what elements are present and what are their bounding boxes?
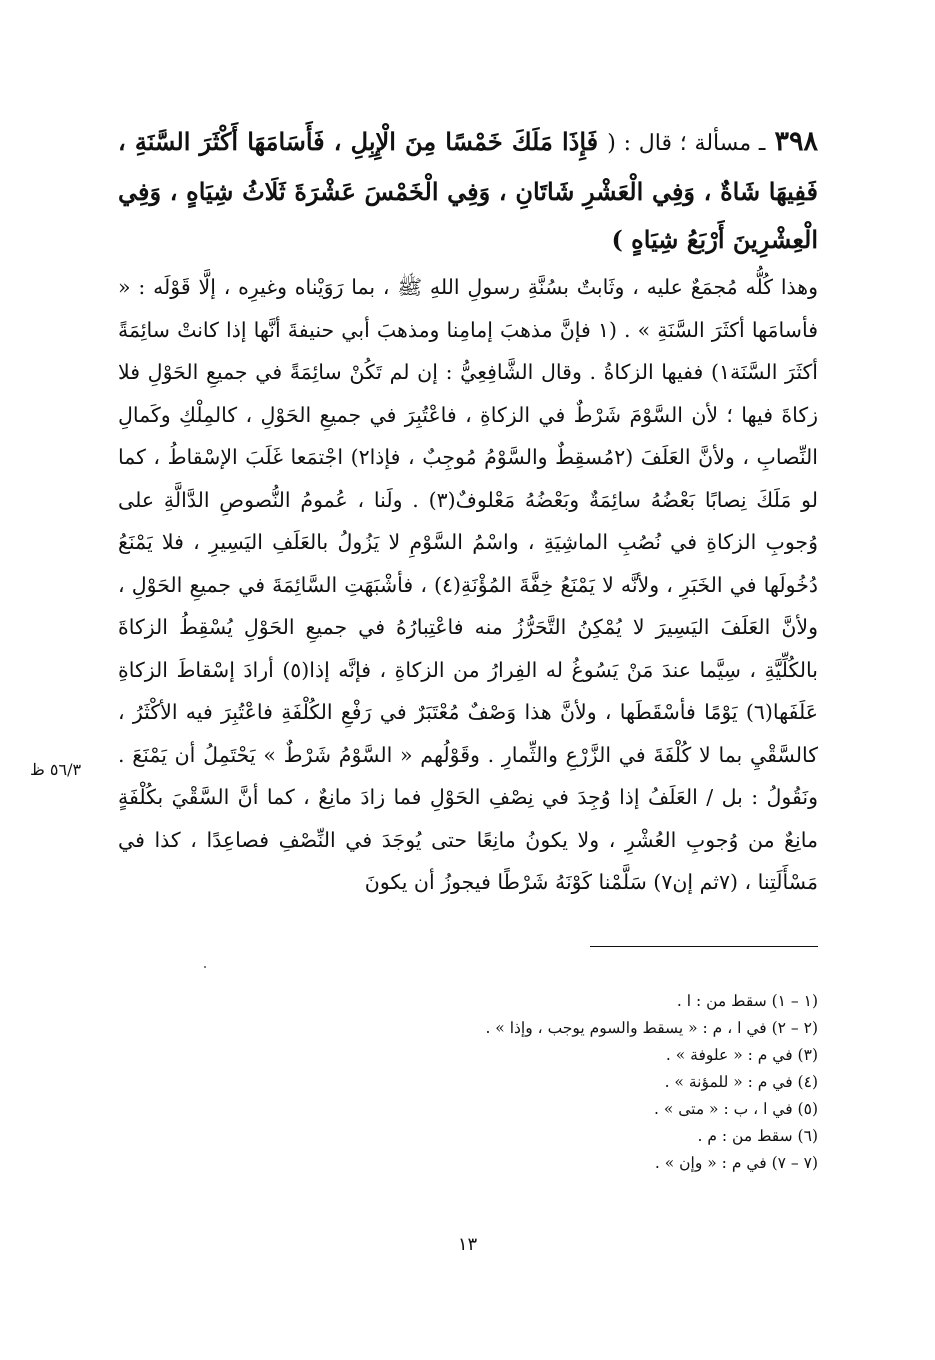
footnote-item: (٢ – ٢) في ا ، م : « يسقط والسوم يوجب ، وإذا » . (485, 1019, 818, 1037)
footnote-item: (١ – ١) سقط من : ا . (676, 992, 818, 1010)
page-number: ١٣ (457, 1234, 478, 1255)
manuscript-folio-note: ٥٦/٣ ظ (30, 760, 82, 779)
footnote-item: (٤) في م : « للمؤنة » . (664, 1073, 818, 1091)
footnote-item: (٣) في م : « علوفة » . (665, 1046, 818, 1064)
issue-label: ـ مسألة ؛ قال : ( (607, 131, 766, 156)
footnote-item: (٥) في ا ، ب : « متى » . (653, 1100, 818, 1118)
print-speck (204, 966, 206, 968)
commentary-body (118, 266, 818, 904)
issue-quote: فَإِذَا مَلَكَ خَمْسًا مِنَ الْإِبِلِ ، فَأَسَامَهَا أَكْثَرَ السَّنَةِ ، فَفِيهَا شَاةٌ ، وَفِي الْعَشْرِ شَاتَانِ ، وَفِي الْخَمْسَ عَشْرَةَ ثَلَاثُ شِيَاهٍ ، وَفِي الْعِشْرِينَ أَرْبَعُ شِيَاهٍ ) (118, 127, 818, 254)
issue-heading (118, 118, 818, 264)
issue-number: ٣٩٨ (774, 126, 819, 157)
footnote-separator (590, 946, 818, 947)
footnotes-list (300, 988, 818, 1177)
footnote-item: (٧ – ٧) في م : « وإن » . (654, 1154, 818, 1172)
footnote-item: (٦) سقط من : م . (697, 1127, 818, 1145)
commentary-paragraph: وهذا كُلُّه مُجمَعٌ عليه ، وثَابتٌ بسُنَّةِ رسولِ اللهِ ﷺ ، بما رَوَيْناه وغيرِه ، إلَّا قَوْلَه : « فأسامَها أكثَرَ السَّنَةِ » . (١ فإنَّ مذهبَ إمامِنا ومذهبَ أبي حنيفةَ أنَّها إذا كانتْ سائِمَةً أكثَرَ السَّنَة١) ففيها الزكاةُ . وقال الشَّافِعِيُّ : إن لم تَكُنْ سائِمَةً في جميعِ الحَوْلِ فلا زكاةَ فيها ؛ لأن السَّوْمَ شَرْطٌ في الزكاةِ ، فاعْتُبِرَ في جميعِ الحَوْلِ ، كالمِلْكِ وكَمالِ النِّصابِ ، ولأنَّ العَلَفَ (٢مُسقِطٌ والسَّوْمُ مُوجِبٌ ، فإذا٢) اجْتمَعا غَلَبَ الإسْقاطُ ، كما لو مَلَكَ نِصابًا بَعْضُهُ سائِمَةٌ وبَعْضُهُ مَعْلوفٌ(٣) . ولَنا ، عُمومُ النُّصوصِ الدَّالَّةِ على وُجوبِ الزكاةِ في نُصُبِ الماشِيَةِ ، واسْمُ السَّوْمِ لا يَزُولُ بالعَلَفِ اليَسِيرِ ، فلا يَمْنَعُ دُخُولَها في الخَبَرِ ، ولأنَّه لا يَمْنَعُ خِفَّةَ المُؤْنَةِ(٤) ، فأشْبَهَتِ السَّائِمَةَ في جميعِ الحَوْلِ ، ولأنَّ العَلَفَ اليَسِيرَ لا يُمْكِنُ التَّحَرُّزُ منه فاعْتِبارُهُ في جميعِ الحَوْلِ يُسْقِطُ الزكاةَ بالكُلِّيَّةِ ، سِيَّما عندَ مَنْ يَسُوغُ له الفِرارُ من الزكاةِ ، فإنَّه إذا(٥) أرادَ إسْقاطَ الزكاةِ عَلَفَها(٦) يَوْمًا فأسْقَطَها ، ولأنَّ هذا وَصْفٌ مُعْتَبَرٌ في رَفْعِ الكُلْفَةِ فاعْتُبِرَ فيه الأكْثَرُ ، كالسَّقْيِ بما لا كُلْفَةَ في الزَّرْعِ والثِّمارِ . وقَوْلُهم « السَّوْمُ شَرْطٌ » يَحْتَمِلُ أن يَمْنَعَ . ونَقُولُ : بل / العَلَفُ إذا وُجِدَ في نِصْفِ الحَوْلِ فما زادَ مانِعٌ ، كما أنَّ السَّقْيَ بكُلْفَةٍ مانِعٌ من وُجوبِ العُشْرِ ، ولا يكونُ مانِعًا حتى يُوجَدَ في النِّصْفِ فصاعِدًا ، كذا في مَسْأَلَتِنا ، (٧ثم إن٧) سَلَّمْنا كَوْنَهُ شَرْطًا فيجوزُ أن يكونَ (118, 275, 818, 894)
